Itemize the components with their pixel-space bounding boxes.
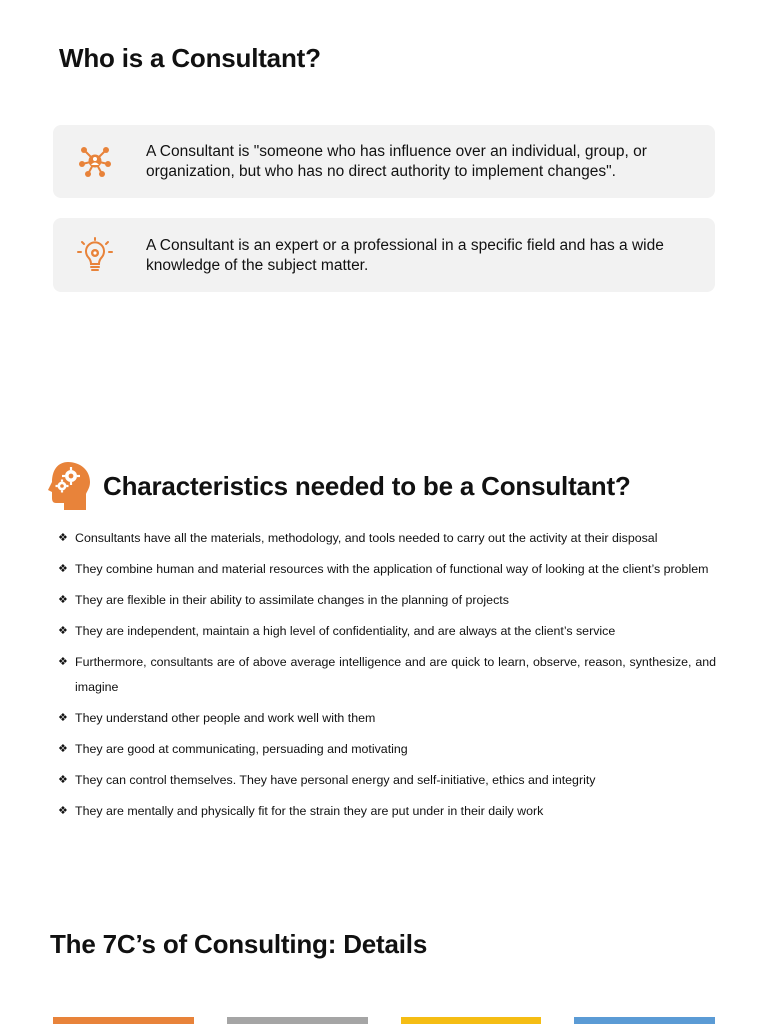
lightbulb-gear-icon	[77, 237, 113, 273]
list-item: ❖ They are good at communicating, persuading and motivating	[58, 737, 716, 762]
diamond-bullet-icon: ❖	[58, 743, 68, 755]
definition-card-expert	[53, 218, 715, 292]
characteristics-list	[58, 526, 716, 830]
section-title-who: Who is a Consultant?	[59, 43, 321, 73]
list-item: ❖ They are independent, maintain a high level of confidentiality, and are always at the client’s service	[58, 619, 716, 644]
section-title-characteristics: Characteristics needed to be a Consultant?	[103, 471, 631, 501]
definition-text-influence: A Consultant is "someone who has influence over an individual, group, or organization, but who has no direct authority to implement changes".	[146, 143, 647, 180]
diamond-bullet-icon: ❖	[58, 563, 68, 575]
color-bar-blue	[574, 1017, 715, 1024]
diamond-bullet-icon: ❖	[58, 712, 68, 724]
list-item: ❖ They are mentally and physically fit for the strain they are put under in their daily work	[58, 799, 716, 824]
list-item: ❖ They are flexible in their ability to assimilate changes in the planning of projects	[58, 588, 716, 613]
list-item: ❖ They understand other people and work well with them	[58, 706, 716, 731]
list-item: ❖ Furthermore, consultants are of above average intelligence and are quick to learn, observe, reason, synthesize, and imagine	[58, 650, 716, 700]
definition-text-expert: A Consultant is an expert or a professional in a specific field and has a wide knowledge of the subject matter.	[146, 237, 664, 274]
diamond-bullet-icon: ❖	[58, 656, 68, 668]
list-item: ❖ They can control themselves. They have personal energy and self-initiative, ethics and integrity	[58, 768, 716, 793]
network-person-icon	[77, 143, 113, 179]
color-bar-gray	[227, 1017, 368, 1024]
color-bar-yellow	[401, 1017, 541, 1024]
diamond-bullet-icon: ❖	[58, 625, 68, 637]
diamond-bullet-icon: ❖	[58, 774, 68, 786]
head-gears-icon	[46, 460, 92, 512]
list-item: ❖ They combine human and material resources with the application of functional way of looking at the client’s problem	[58, 557, 716, 582]
color-bar-orange	[53, 1017, 194, 1024]
section-title-7cs: The 7C’s of Consulting: Details	[50, 929, 428, 959]
definition-card-influence	[53, 125, 715, 198]
diamond-bullet-icon: ❖	[58, 594, 68, 606]
diamond-bullet-icon: ❖	[58, 532, 68, 544]
diamond-bullet-icon: ❖	[58, 805, 68, 817]
list-item: ❖ Consultants have all the materials, methodology, and tools needed to carry out the activity at their disposal	[58, 526, 716, 551]
